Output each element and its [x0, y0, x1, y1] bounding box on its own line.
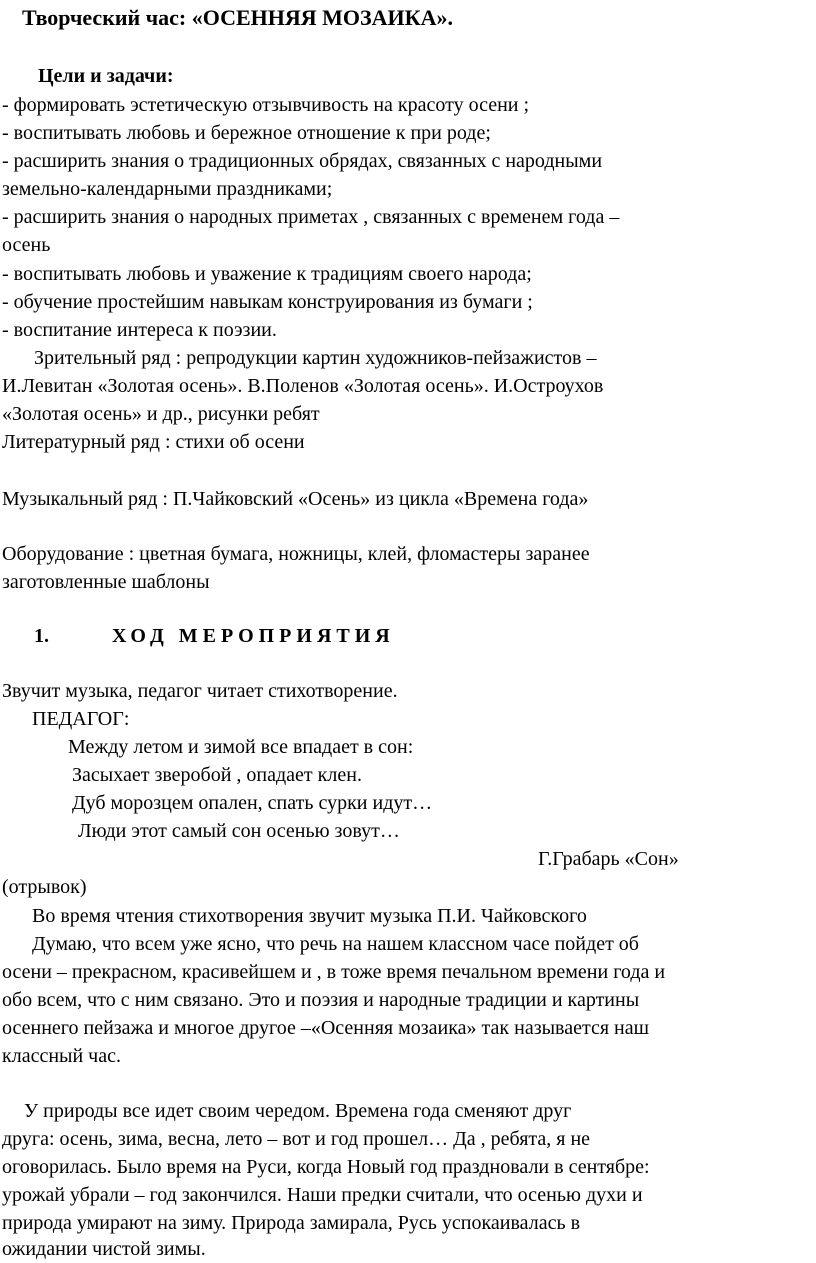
equipment-line: Оборудование : цветная бумага, ножницы, клей, фломастеры заранее [2, 543, 590, 565]
equipment-line: заготовленные шаблоны [2, 571, 210, 593]
goal-line: - воспитание интереса к поэзии. [2, 319, 277, 341]
paragraph-line: оговорилась. Было время на Руси, когда Новый год праздновали в сентябре: [2, 1156, 650, 1178]
intro-text: Звучит музыка, педагог читает стихотворение. [2, 680, 398, 702]
goal-line: - расширить знания о народных приметах , связанных с временем года – [2, 206, 620, 228]
goal-line: - формировать эстетическую отзывчивость на красоту осени ; [2, 94, 530, 116]
paragraph-line: У природы все идет своим чередом. Времена года сменяют друг [24, 1100, 572, 1122]
visual-row-line: «Золотая осень» и др., рисунки ребят [2, 403, 320, 425]
section-number: 1. [34, 625, 49, 647]
poem-note: (отрывок) [2, 876, 87, 898]
poem-line: Дуб морозцем опален, спать сурки идут… [72, 792, 433, 814]
paragraph-line: Думаю, что всем уже ясно, что речь на нашем классном часе пойдет об [32, 933, 639, 955]
paragraph-line: осени – прекрасном, красивейшем и , в тоже время печальном времени года и [2, 961, 666, 983]
paragraph-line: Во время чтения стихотворения звучит музыка П.И. Чайковского [32, 905, 587, 927]
paragraph-line: классный час. [2, 1045, 121, 1067]
goal-line: - воспитывать любовь и уважение к традициям своего народа; [2, 263, 532, 285]
poem-line: Люди этот самый сон осенью зовут… [78, 820, 400, 842]
music-row: Музыкальный ряд : П.Чайковский «Осень» из цикла «Времена года» [2, 488, 589, 510]
goal-line: - расширить знания о традиционных обрядах, связанных с народными [2, 150, 603, 172]
visual-row-line: И.Левитан «Золотая осень». В.Поленов «Золотая осень». И.Остроухов [2, 375, 604, 397]
paragraph-line: обо всем, что с ним связано. Это и поэзия и народные традиции и картины [2, 989, 640, 1011]
poem-line: Засыхает зверобой , опадает клен. [72, 764, 362, 786]
speaker-label: ПЕДАГОГ: [32, 708, 130, 730]
paragraph-line: урожай убрали – год закончился. Наши предки считали, что осенью духи и [2, 1184, 643, 1206]
poem-author: Г.Грабарь «Сон» [538, 848, 679, 870]
goals-heading: Цели и задачи: [38, 65, 174, 87]
paragraph-line: друга: осень, зима, весна, лето – вот и год прошел… Да , ребята, я не [2, 1128, 591, 1150]
document-title: Творческий час: «ОСЕННЯЯ МОЗАИКА». [22, 5, 453, 30]
paragraph-line: природа умирают на зиму. Природа замирала, Русь успокаивалась в [2, 1212, 581, 1234]
goal-line: - обучение простейшим навыкам конструирования из бумаги ; [2, 291, 533, 313]
goal-line: осень [2, 234, 51, 256]
poem-line: Между летом и зимой все впадает в сон: [68, 736, 414, 758]
paragraph-line: осеннего пейзажа и многое другое –«Осенняя мозаика» так называется наш [2, 1017, 650, 1039]
visual-row-line: Зрительный ряд : репродукции картин художников-пейзажистов – [34, 347, 597, 369]
literary-row: Литературный ряд : стихи об осени [2, 431, 305, 453]
section-title: ХОД МЕРОПРИЯТИЯ [112, 625, 395, 647]
paragraph-line: ожидании чистой зимы. [2, 1238, 206, 1260]
goal-line: земельно-календарными праздниками; [2, 178, 333, 200]
goal-line: - воспитывать любовь и бережное отношение к при роде; [2, 122, 491, 144]
